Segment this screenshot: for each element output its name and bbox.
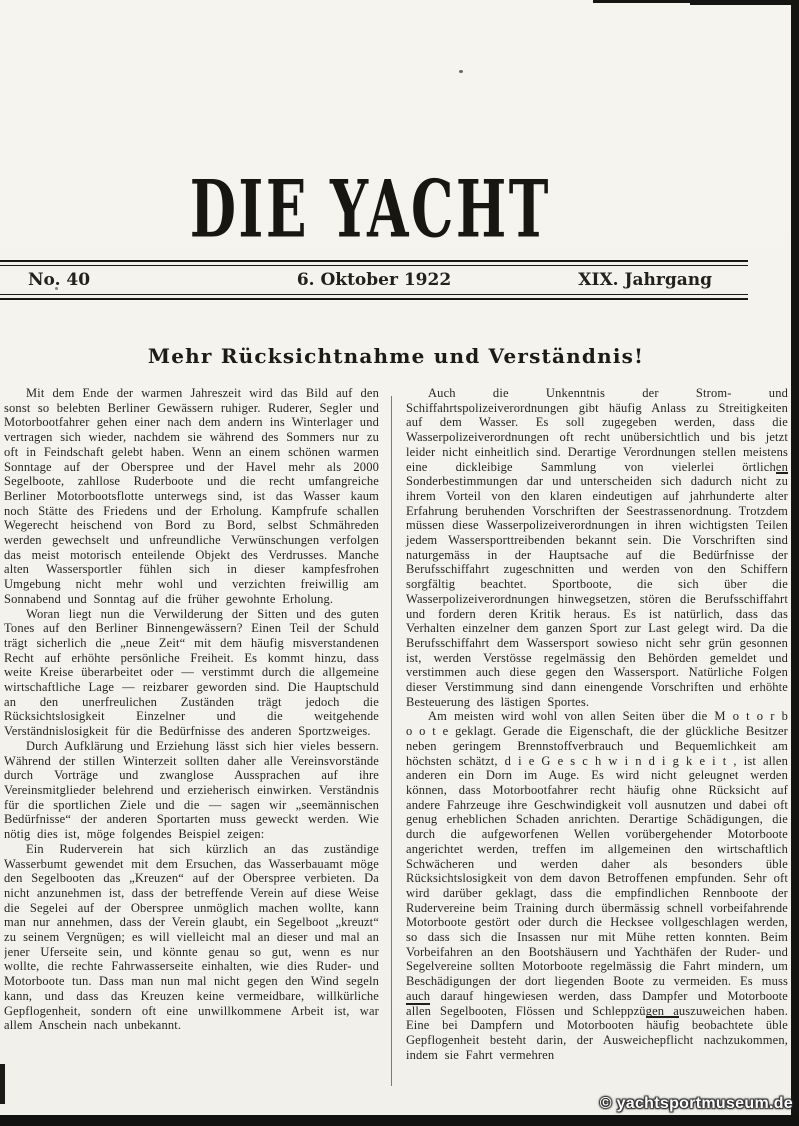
issue-number: No. 40	[28, 270, 91, 290]
double-rule-bottom	[0, 294, 748, 300]
paragraph-text: beobachtete üble Gepflogenheit besteht darin, der Ausweichepflicht nachzukommen, indem sie Fahrt vermehren	[406, 1018, 788, 1062]
article-paragraph	[406, 386, 788, 709]
volume-label: XIX. Jahrgang	[578, 270, 712, 290]
scan-artifact-right-edge	[791, 0, 799, 1126]
right-column	[406, 386, 788, 1110]
paragraph-text: Am meisten wird wohl von allen Seiten über die M o t o r b o o t e geklagt. Gerade die Eigenschaft, die der glückliche Besitzer neben geringem Brennstoffverbrauch und Bequemlichkeit am höchsten schätzt, d i e G e s c h w i n d i g k e i t , ist allen anderen ein Dorn im Auge. Es wird nicht geleugnet werden können, dass Motorbootfahrer recht häufig ohne Rücksicht auf andere Fahrzeuge ihre Geschwindigkeit voll ausnutzen und dabei oft genug erheblichen Schaden anrichten. Derartige Schädigungen, die durch die aufgeworfenen Wellen vorübergehender Motorboote angerichtet werden, treffen im allgemeinen den wirtschaftlich Schwächeren und werden daher als besonders üble Rücksichtslosigkeit von dem davon Betroffenen empfunden. Sehr oft wird darüber geklagt, dass die empfindlichen Rennboote der Rudervereine beim Training durch übermässig schnell vorbeifahrende Motorboote gestört oder durch die Hecksee vollgeschlagen werden, so dass sich die Insassen nur mit Mühe retten konnten. Beim Vorbeifahren an den Bootshäusern und Yachthäfen der Ruder- und Segelvereine sollten Motorboote regelmässig die Fahrt mindern, um Beschädigungen der dort liegenden Boote zu vermeiden. Es muss	[406, 709, 788, 989]
masthead-title: DIE YACHT	[189, 163, 551, 256]
paragraph-text: darauf hingewiesen werden, dass Dampfer und Motorboote allen Segelbooten, Flössen und Schleppzügen auszuweichen haben. Eine bei Dampfern und Motorbooten	[406, 988, 788, 1033]
pen-mark-overlined-word: häufig	[646, 1018, 680, 1033]
article-paragraph: Ein Ruderverein hat sich kürzlich an das zuständige Wasserbumt gewendet mit dem Ersuchen, das Wasserbauamt möge den Segelbooten das „Kreuzen“ auf der Oberspree verbieten. Da nicht anzunehmen ist, dass der betreffende Verein auf diese Weise die Segelei auf der Oberspree unmöglich machen wollte, kann man nur annehmen, dass der Verein glaubt, ein Segelboot „kreuzt“ zu seinem Vergnügen; es will vielleicht mal an dieser und mal an jener Uferseite sein, und könnte genau so gut, wenn es nur wollte, die rechte Fahrwasserseite einhalten, wie dies Ruder- und Motorboote tun. Dass man nun mal nicht gegen den Wind segeln kann, und dass das Kreuzen keine vermeidbare, willkürliche Gepflogenheit, sondern oft eine unwillkommene Arbeit ist, war allem Anschein nach unbekannt.	[4, 841, 379, 1033]
paragraph-text: ihrem Vorteil von den klaren eindeutigen auf jahrhunderte alter Erfahrung beruhenden Vorschriften der Seestrassenordnung. Trotzdem müssen diese Wasserpolizeiverordnungen in ihren wichtigsten Teilen jedem Wassersporttreibenden bekannt sein. Die Vorschriften sind naturgemäss in der Hauptsache auf die Bedürfnisse der Berufsschiffahrt zugeschnitten und werden von den Schiffern sorgfältig beachtet. Sportboote, die sich über die Wasserpolizeiverordnungen hinwegsetzen, stören die Berufsschiffahrt und fordern deren Kritik heraus. Es ist natürlich, dass das Verhalten einzelner dem ganzen Sport zur Last gelegt wird. Da die Berufsschiffahrt dem Wassersport sowieso nicht sehr grün gesonnen ist, werden Verstösse regelmässig den Behörden gemeldet und verstimmen auch diese gegen den Wassersport. Natürliche Folgen dieser Verstimmung sind dann einengende Vorschriften und erhöhte Besteuerung des lästigen Sportes.	[406, 488, 788, 709]
left-column	[4, 386, 379, 1110]
issue-date: 6. Oktober 1922	[296, 270, 452, 290]
article-paragraph: Durch Aufklärung und Erziehung lässt sich hier vieles bessern. Während der stillen Winterzeit sollten daher alle Vereinsvorstände durch Vorträge und zwanglose Aussprachen auf ihre Vereinsmitglieder belehrend und erzieherisch einwirken. Verständnis für die sportlichen Ziele und die — sagen wir „seemännischen Bedürfnisse“ der anderen Sportarten muss geweckt werden. Wie nötig dies ist, möge folgendes Beispiel zeigen:	[4, 738, 379, 842]
masthead	[0, 163, 740, 256]
article-body	[4, 386, 788, 1110]
scan-artifact-top-corner	[690, 0, 799, 5]
pen-mark-overlined-word: zu	[775, 474, 788, 489]
article-paragraph: Mit dem Ende der warmen Jahreszeit wird das Bild auf den sonst so belebten Berliner Gewässern ruhiger. Ruderer, Segler und Motorbootfahrer gehen einer nach dem andern ins Winterlager und vertragen sich wieder, nachdem sie während des Sommers nur zu oft in Feindschaft gelebt haben. Wenn an einem schönen warmen Sonntage auf der Oberspree und der Havel mehr als 2000 Segelboote, zahllose Ruderboote und die recht umfangreiche Berliner Motorbootsflotte unterwegs sind, ist das Wasser kaum noch Stätte des Friedens und der Erholung. Kampfrufe schallen Wegerecht heischend von Bord zu Bord, selbst Schmähreden werden gewechselt und unfreundliche Verwünschungen verfolgen das meist motorisch enteilende Objekt des Verdrusses. Manche alten Wassersportler fühlen sich in dieser kampfesfrohen Umgebung nicht mehr wohl und verzichten freiwillig am Sonnabend und Sonntag auf die früher gewohnte Erholung.	[4, 386, 379, 606]
article-paragraph	[406, 709, 788, 1062]
paragraph-text: Auch die Unkenntnis der Strom- und Schiffahrtspolizeiverordnungen gibt häufig Anlass zu Streitigkeiten auf dem Wasser. Es soll zugegeben werden, dass die Wasserpolizeiverordnungen oft recht unübersichtlich und bis jetzt leider nicht einheitlich sind. Derartige Verordnungen stellen meistens eine dickleibige Sammlung von vielerlei örtlichen Sonderbestimmungen dar und unterscheiden sich dadurch nicht	[406, 386, 788, 489]
watermark: © yachtsportmuseum.de	[599, 1095, 793, 1112]
issue-header-bar	[0, 260, 748, 300]
scan-artifact-bottom-edge	[0, 1115, 799, 1126]
article-paragraph: Woran liegt nun die Verwilderung der Sitten und des guten Tones auf den Berliner Binnengewässern? Einen Teil der Schuld trägt sicherlich die „neue Zeit“ mit dem häufig misverstandenen Recht auf erhöhte persönliche Freiheit. Es kommt hinzu, dass weite Kreise überarbeitet oder — verstimmt durch die allgemeine wirtschaftliche Lage — reizbarer geworden sind. Die Hauptschuld an den unerfreulichen Zuständen trägt jedoch die Rücksichtslosigkeit Einzelner und die weitgehende Verständnislosigkeit für die Bedürfnisse des anderen Sportzweiges.	[4, 606, 379, 739]
pen-mark-underlined-word: auch	[406, 988, 431, 1003]
scan-speck	[459, 70, 463, 73]
article-headline: Mehr Rücksichtnahme und Verständnis!	[147, 344, 645, 368]
issue-header-row	[0, 266, 748, 294]
